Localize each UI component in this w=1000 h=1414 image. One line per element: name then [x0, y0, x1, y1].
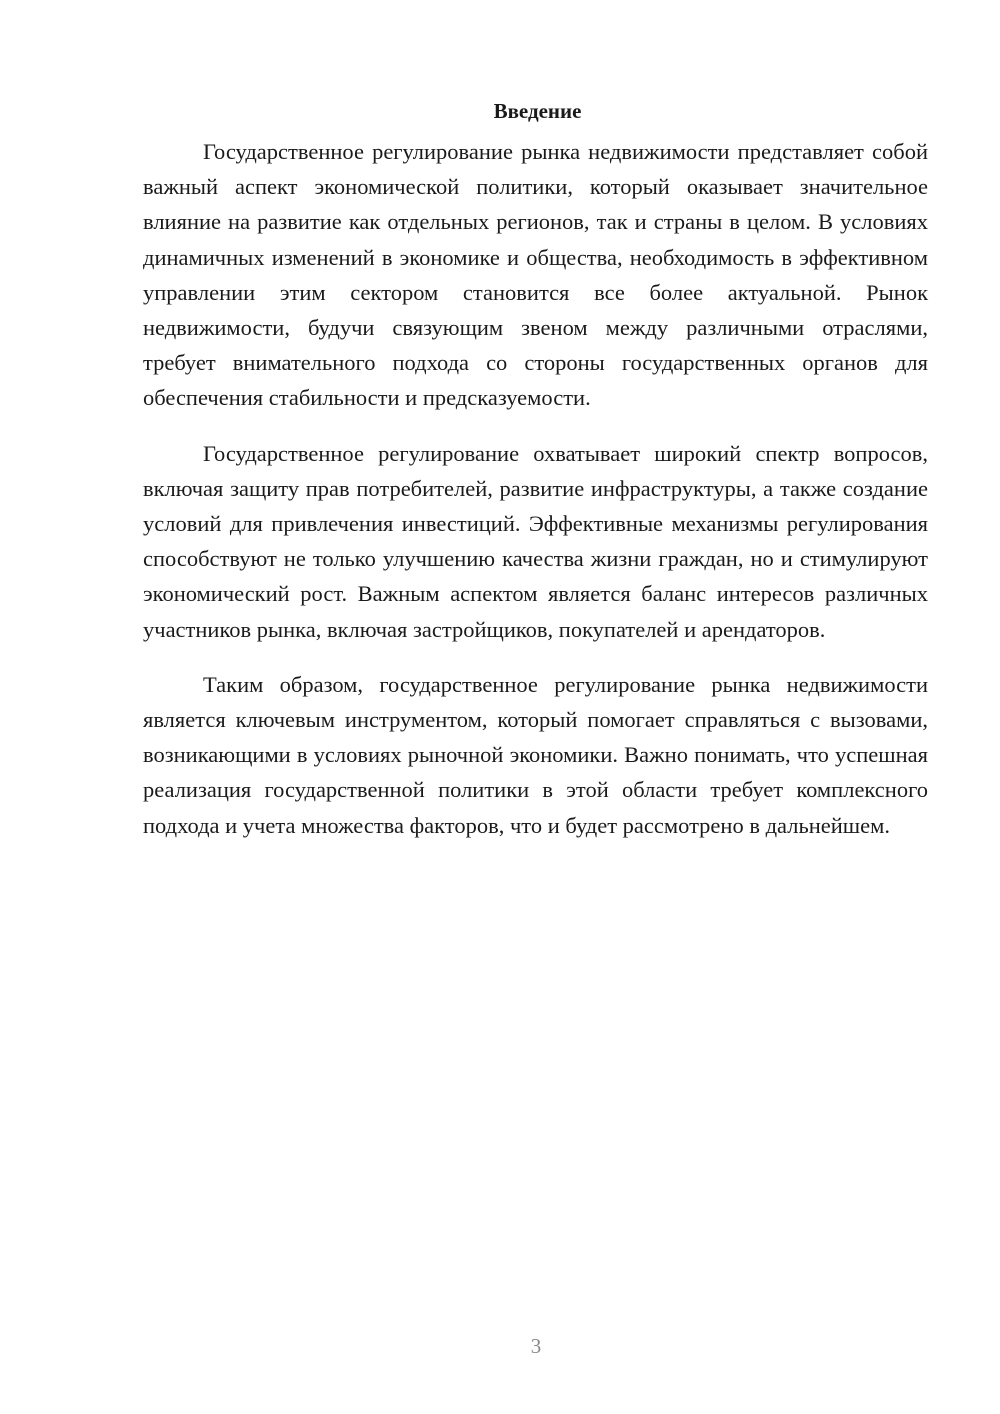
paragraph-2: Государственное регулирование охватывает широкий спектр вопросов, включая защиту прав потребителей, развитие инфраструктуры, а также создание условий для привлечения инвестиций. Эффективные механизмы регулирования способствуют не только улучшению качества жизни граждан, но и стимулируют экономический рост. Важным аспектом является баланс интересов различных участников рынка, включая застройщиков, покупателей и арендаторов.: [143, 440, 928, 642]
page-number: 3: [530, 1334, 542, 1358]
section-heading: Введение: [493, 99, 582, 123]
page-content: [143, 96, 928, 863]
paragraph-3: Таким образом, государственное регулирование рынка недвижимости является ключевым инструментом, который помогает справляться с вызовами, возникающими в условиях рыночной экономики. Важно понимать, что успешная реализация государственной политики в этой области требует комплексного подхода и учета множества факторов, что и будет рассмотрено в дальнейшем.: [143, 671, 928, 838]
paragraph-1: Государственное регулирование рынка недвижимости представляет собой важный аспект экономической политики, который оказывает значительное влияние на развитие как отдельных регионов, так и страны в целом. В условиях динамичных изменений в экономике и общества, необходимость в эффективном управлении этим сектором становится все более актуальной. Рынок недвижимости, будучи связующим звеном между различными отраслями, требует внимательного подхода со стороны государственных органов для обеспечения стабильности и предсказуемости.: [143, 139, 928, 411]
